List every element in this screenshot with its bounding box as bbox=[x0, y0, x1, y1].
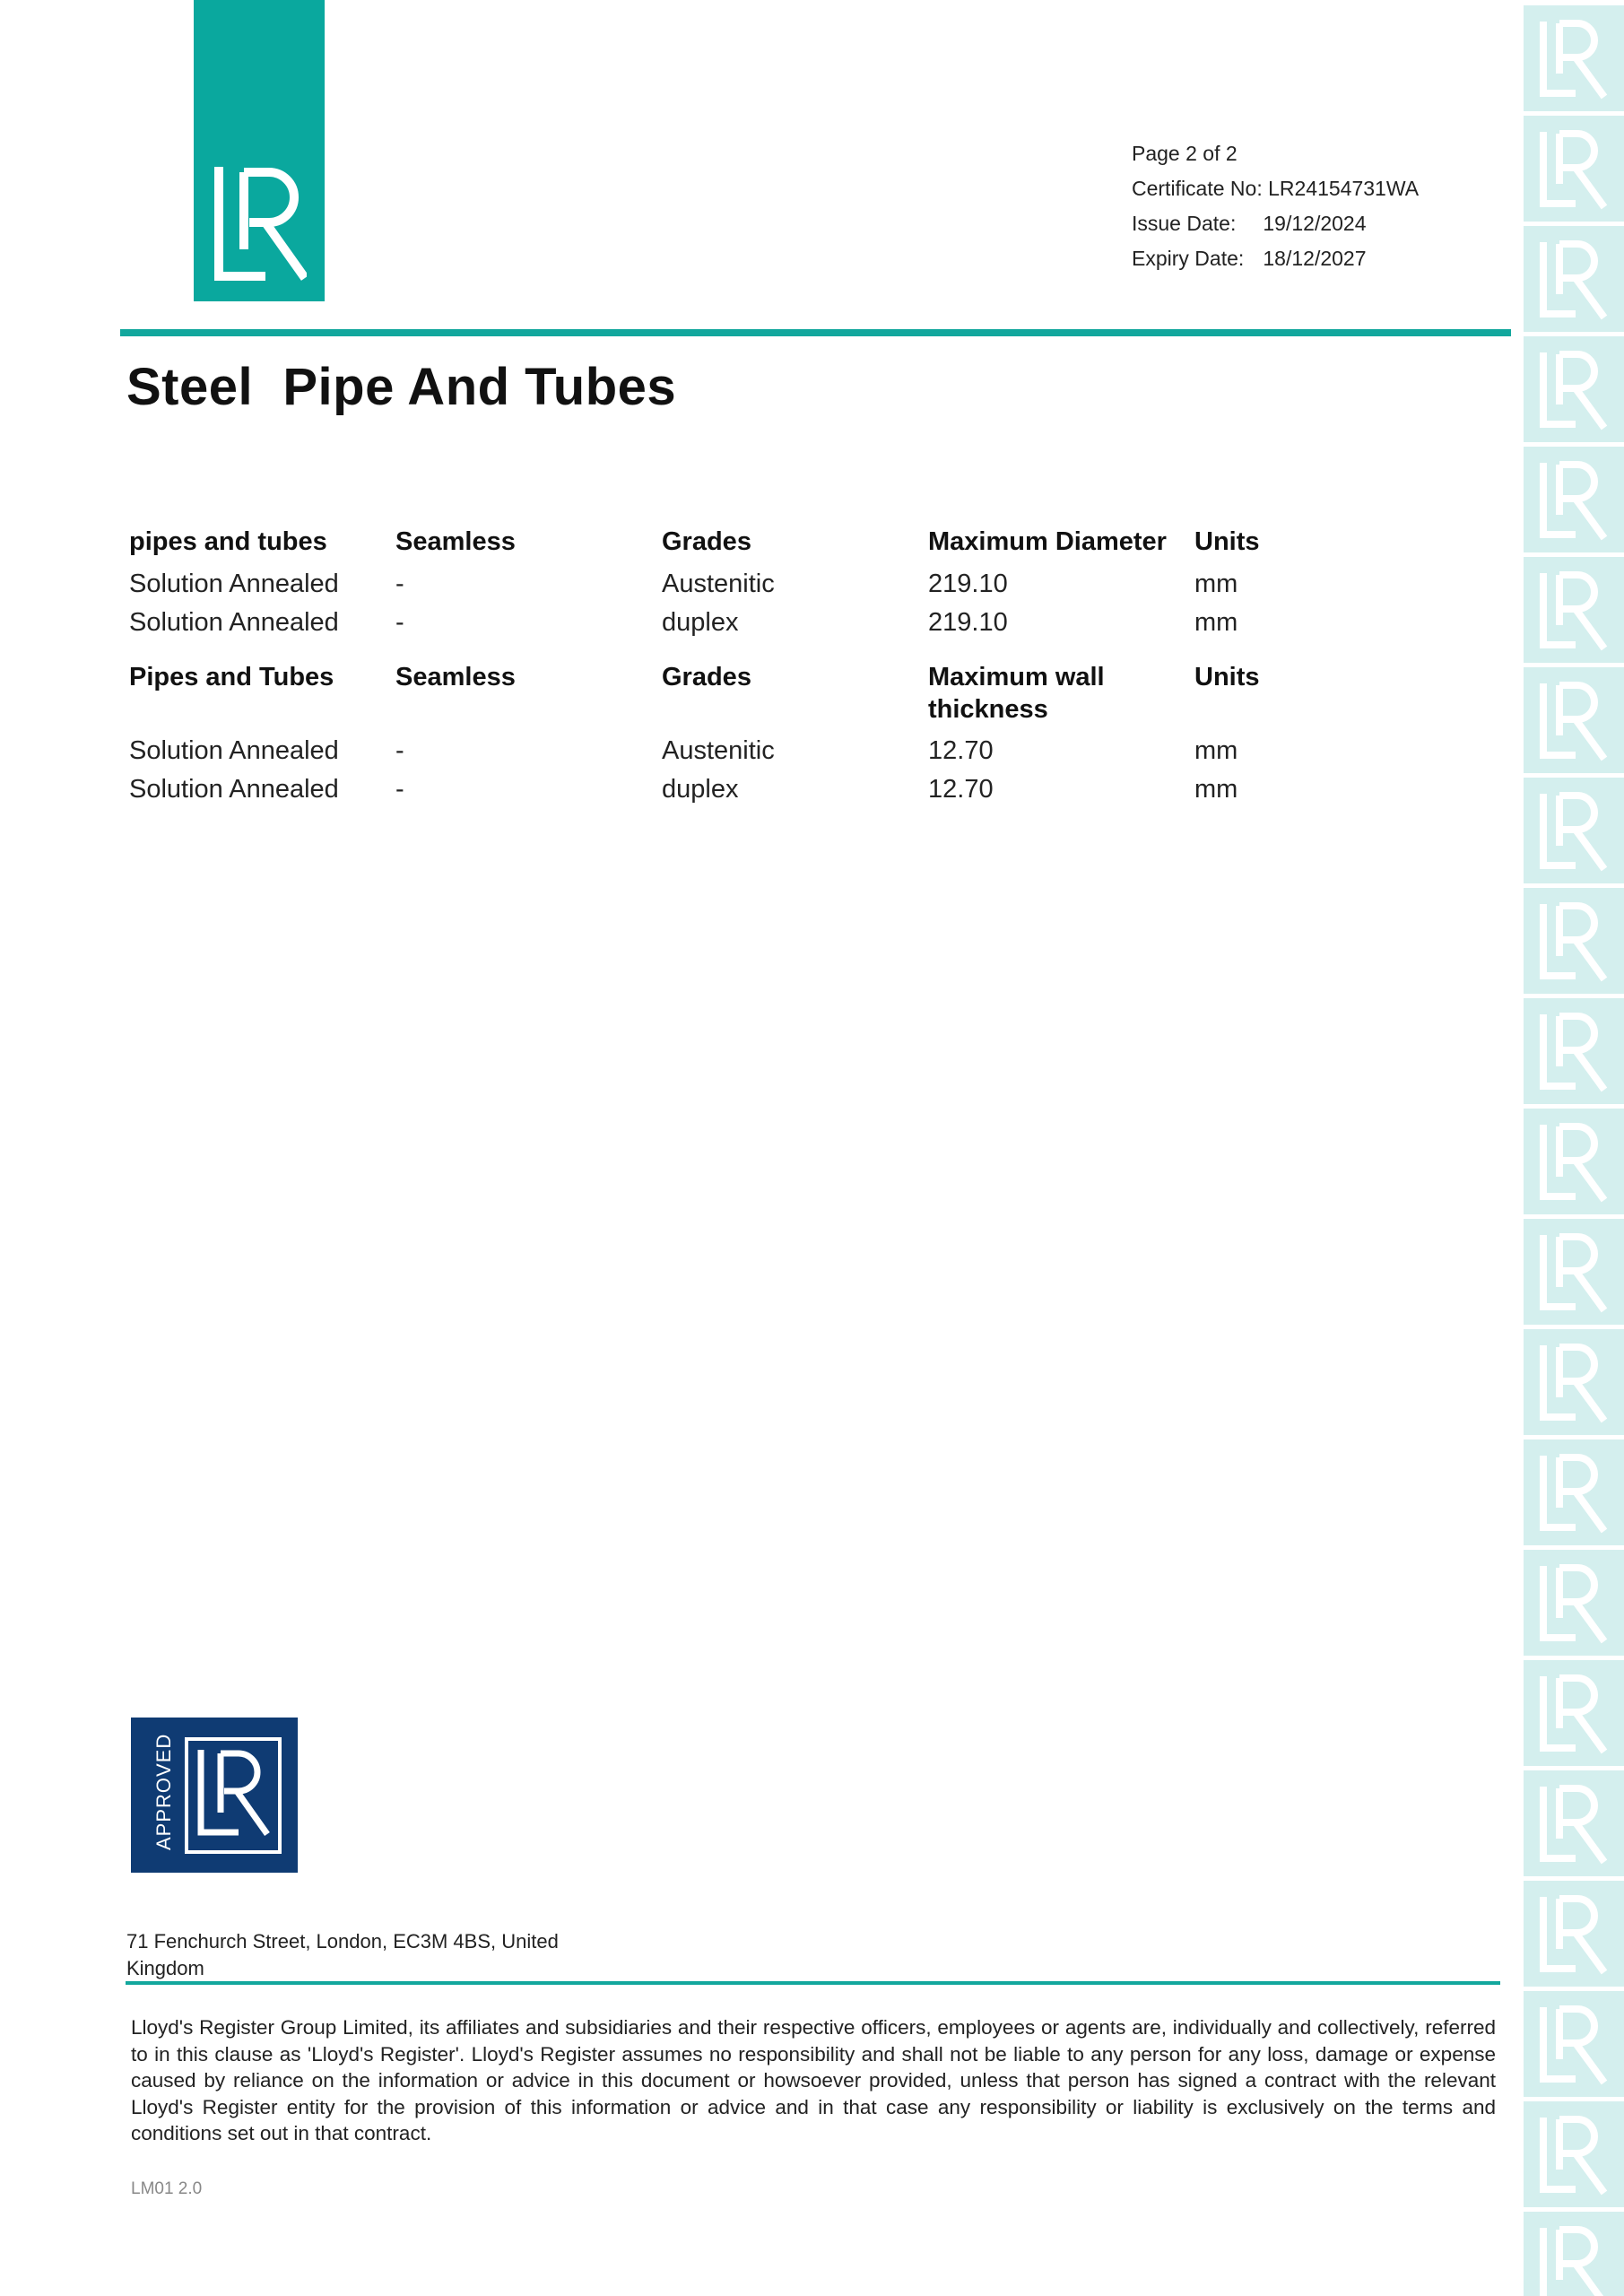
lr-watermark-tile bbox=[1524, 1770, 1624, 1876]
lr-monogram-icon bbox=[1534, 459, 1613, 542]
certificate-meta bbox=[1132, 136, 1419, 276]
table-header: Pipes and Tubes bbox=[129, 663, 334, 691]
table-header: Seamless bbox=[395, 527, 516, 556]
table-cell: mm bbox=[1194, 736, 1238, 765]
lr-watermark-tile bbox=[1524, 2101, 1624, 2207]
issue-date: 19/12/2024 bbox=[1263, 212, 1367, 235]
table-header: Seamless bbox=[395, 663, 516, 691]
certificate-number: LR24154731WA bbox=[1268, 177, 1420, 200]
lr-watermark-tile bbox=[1524, 888, 1624, 994]
lr-watermark-tile bbox=[1524, 1219, 1624, 1325]
lr-monogram-icon bbox=[1534, 349, 1613, 431]
lr-watermark-tile bbox=[1524, 116, 1624, 222]
lr-watermark-tile bbox=[1524, 336, 1624, 442]
lr-monogram-icon bbox=[1534, 2224, 1613, 2296]
lr-monogram-icon bbox=[1534, 1783, 1613, 1866]
disclaimer: Lloyd's Register Group Limited, its affiliates and subsidiaries and their respective officers, employees or agents are, individually and collectively, referred to in this clause as 'Lloyd's Register'. Lloyd's Register assumes no responsibility and shall not be liable to any person for any loss, damage or expense caused by reliance on the information or advice in this document or howsoever provided, unless that person has signed a contract with the relevant Lloyd's Register entity for the provision of this information or advice and in that case any responsibility or liability is exclusively on the terms and conditions set out in that contract. bbox=[131, 2016, 1496, 2144]
lr-watermark-tile bbox=[1524, 998, 1624, 1104]
lr-watermark-tile bbox=[1524, 778, 1624, 883]
lr-watermark-tile bbox=[1524, 1550, 1624, 1656]
lr-watermark-tile bbox=[1524, 447, 1624, 552]
certificate-number-row bbox=[1132, 171, 1419, 206]
issue-date-label: Issue Date: bbox=[1132, 212, 1237, 235]
lr-monogram-icon bbox=[1534, 1562, 1613, 1645]
table-cell: - bbox=[395, 570, 404, 598]
lr-monogram-icon bbox=[1534, 239, 1613, 321]
table-header: Grades bbox=[662, 663, 751, 691]
lr-monogram-icon bbox=[1534, 1231, 1613, 1314]
lr-monogram-icon bbox=[188, 1741, 278, 1850]
lr-monogram-icon bbox=[1534, 680, 1613, 762]
approved-logo bbox=[131, 1718, 298, 1873]
table-cell: 12.70 bbox=[928, 736, 994, 765]
lr-monogram-icon bbox=[213, 167, 307, 282]
lr-monogram-icon bbox=[1534, 1893, 1613, 1976]
table-header: Grades bbox=[662, 527, 751, 556]
lr-logo bbox=[194, 0, 325, 301]
lr-watermark-tile bbox=[1524, 1439, 1624, 1545]
expiry-date: 18/12/2027 bbox=[1263, 247, 1367, 270]
lr-monogram-icon bbox=[1534, 1673, 1613, 1755]
lr-watermark-tile bbox=[1524, 1109, 1624, 1214]
table-cell: 219.10 bbox=[928, 608, 1008, 637]
table-cell: Austenitic bbox=[662, 570, 775, 598]
side-watermark-strip bbox=[1524, 0, 1624, 2296]
page-title: Steel Pipe And Tubes bbox=[126, 358, 677, 416]
expiry-date-row bbox=[1132, 241, 1419, 276]
table-cell: mm bbox=[1194, 608, 1238, 637]
lr-watermark-tile bbox=[1524, 1881, 1624, 1987]
table-cell: - bbox=[395, 736, 404, 765]
lr-monogram-icon bbox=[1534, 1011, 1613, 1093]
table-cell: Solution Annealed bbox=[129, 775, 339, 804]
table-cell: Solution Annealed bbox=[129, 736, 339, 765]
lr-monogram-icon bbox=[1534, 18, 1613, 100]
lr-watermark-tile bbox=[1524, 1329, 1624, 1435]
table-cell: 12.70 bbox=[928, 775, 994, 804]
issue-date-row bbox=[1132, 206, 1419, 241]
table-header: Units bbox=[1194, 527, 1260, 556]
lr-watermark-tile bbox=[1524, 2212, 1624, 2296]
approved-label: APPROVED bbox=[152, 1733, 175, 1850]
certificate-label: Certificate No: bbox=[1132, 177, 1263, 200]
table-cell: - bbox=[395, 775, 404, 804]
lr-watermark-tile bbox=[1524, 5, 1624, 111]
table-header: Maximum Diameter bbox=[928, 527, 1167, 556]
footer-divider bbox=[126, 1981, 1500, 1985]
table-header: pipes and tubes bbox=[129, 527, 327, 556]
table-cell: - bbox=[395, 608, 404, 637]
lr-watermark-tile bbox=[1524, 226, 1624, 332]
table-cell: mm bbox=[1194, 570, 1238, 598]
approved-box bbox=[185, 1737, 282, 1854]
lr-monogram-icon bbox=[1534, 790, 1613, 873]
lr-watermark-tile bbox=[1524, 1991, 1624, 2097]
table-cell: Austenitic bbox=[662, 736, 775, 765]
lr-monogram-icon bbox=[1534, 2114, 1613, 2196]
address: 71 Fenchurch Street, London, EC3M 4BS, United Kingdom bbox=[126, 1930, 559, 1979]
expiry-date-label: Expiry Date: bbox=[1132, 247, 1245, 270]
lr-watermark-tile bbox=[1524, 557, 1624, 663]
form-version: LM01 2.0 bbox=[131, 2179, 203, 2198]
lr-monogram-icon bbox=[1534, 570, 1613, 652]
table-header: Maximum wall bbox=[928, 663, 1105, 691]
lr-watermark-tile bbox=[1524, 1660, 1624, 1766]
table-header: Units bbox=[1194, 663, 1260, 691]
lr-monogram-icon bbox=[1534, 1121, 1613, 1204]
table-header: thickness bbox=[928, 695, 1048, 724]
lr-watermark-tile bbox=[1524, 667, 1624, 773]
table-cell: duplex bbox=[662, 608, 739, 637]
table-cell: Solution Annealed bbox=[129, 608, 339, 637]
lr-monogram-icon bbox=[1534, 128, 1613, 211]
header-divider bbox=[120, 329, 1511, 336]
page-indicator: Page 2 of 2 bbox=[1132, 142, 1238, 165]
lr-monogram-icon bbox=[1534, 1452, 1613, 1535]
lr-monogram-icon bbox=[1534, 1342, 1613, 1424]
table-cell: mm bbox=[1194, 775, 1238, 804]
table-cell: duplex bbox=[662, 775, 739, 804]
lr-monogram-icon bbox=[1534, 2004, 1613, 2086]
lr-monogram-icon bbox=[1534, 900, 1613, 983]
table-cell: 219.10 bbox=[928, 570, 1008, 598]
table-cell: Solution Annealed bbox=[129, 570, 339, 598]
